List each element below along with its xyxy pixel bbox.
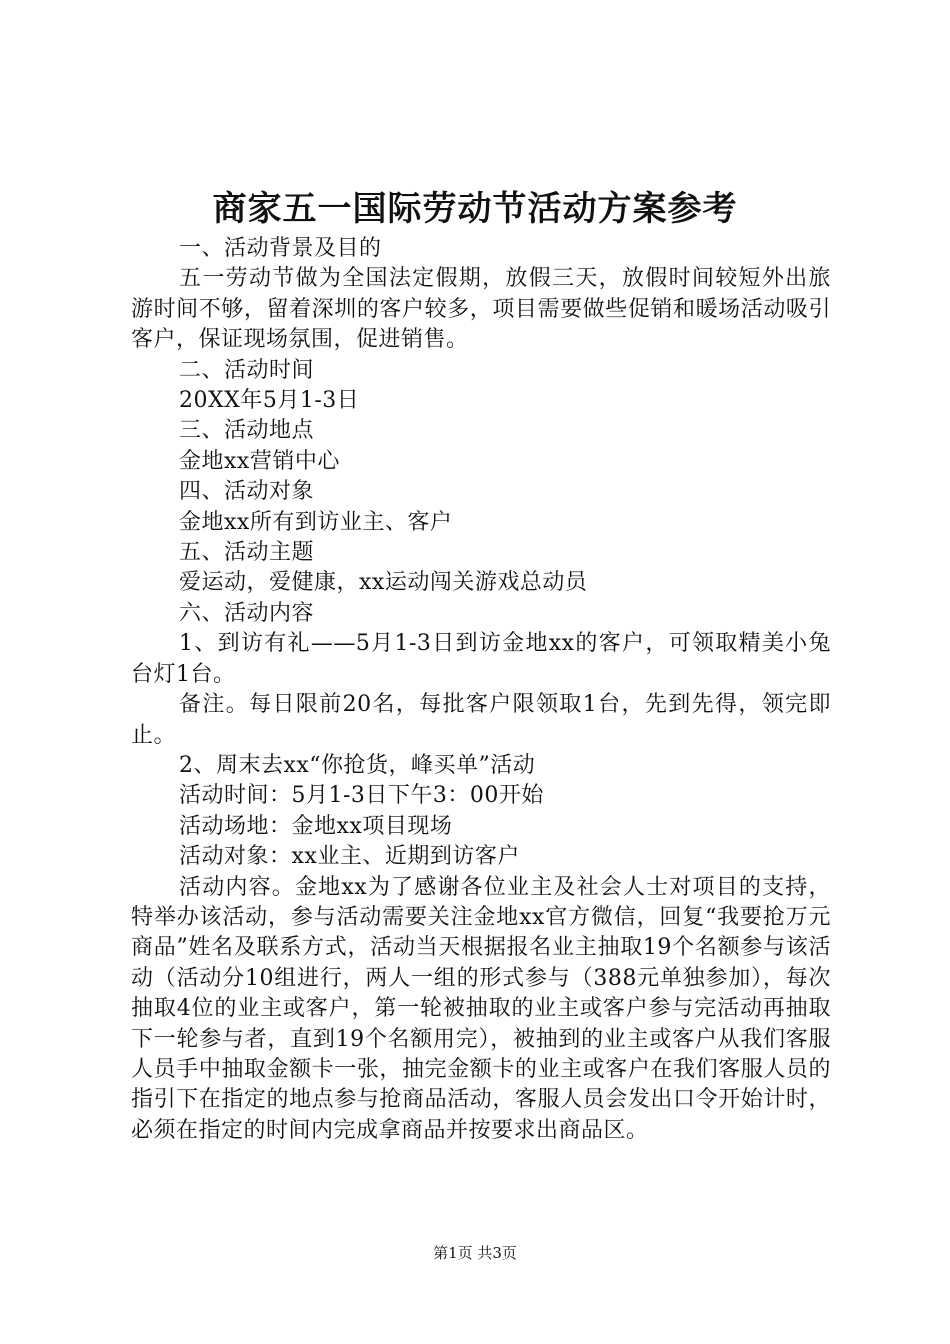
section-heading: 四、活动对象 [179,479,315,505]
section-heading: 一、活动背景及目的 [179,236,382,261]
paragraph: 活动场地：金地xx项目现场 [179,813,453,839]
paragraph: 2、周末去xx“你抢货，峰买单”活动 [179,752,536,778]
section-heading: 六、活动内容 [179,600,315,626]
page-footer: 第1页 共3页 [433,1244,517,1262]
paragraph: 活动对象：xx业主、近期到访客户 [179,844,520,870]
paragraph: 爱运动，爱健康，xx运动闯关游戏总动员 [179,570,588,596]
paragraph: 活动时间：5月1-3日下午3：00开始 [179,783,544,809]
section-heading: 二、活动时间 [179,357,315,383]
section-heading: 五、活动主题 [179,540,315,566]
paragraph: 备注。每日限前20名，每批客户限领取1台，先到先得，领完即止。 [131,692,831,748]
paragraph: 金地xx营销中心 [179,448,340,474]
paragraph: 20XX年5月1-3日 [179,388,360,414]
document-body [131,234,831,1146]
paragraph: 金地xx所有到访业主、客户 [179,509,453,535]
paragraph: 五一劳动节做为全国法定假期，放假三天，放假时间较短外出旅游时间不够，留着深圳的客户较多，项目需要做些促销和暖场活动吸引客户，保证现场氛围，促进销售。 [131,266,831,353]
document-title: 商家五一国际劳动节活动方案参考 [212,189,738,229]
paragraph: 活动内容。金地xx为了感谢各位业主及社会人士对项目的支持，特举办该活动，参与活动需要关注金地xx官方微信，回复“我要抢万元商品”姓名及联系方式，活动当天根据报名业主抽取19个名额参与该活动（活动分10组进行，两人一组的形式参与（388元单独参加），每次抽取4位的业主或客户，第一轮被抽取的业主或客户参与完活动再抽取下一轮参与者，直到19个名额用完），被抽到的业主或客户从我们客服人员手中抽取金额卡一张，抽完金额卡的业主或客户在我们客服人员的指引下在指定的地点参与抢商品活动，客服人员会发出口令开始计时，必须在指定的时间内完成拿商品并按要求出商品区。 [131,874,831,1143]
paragraph: 1、到访有礼——5月1-3日到访金地xx的客户，可领取精美小兔台灯1台。 [131,631,831,687]
section-heading: 三、活动地点 [179,418,315,444]
